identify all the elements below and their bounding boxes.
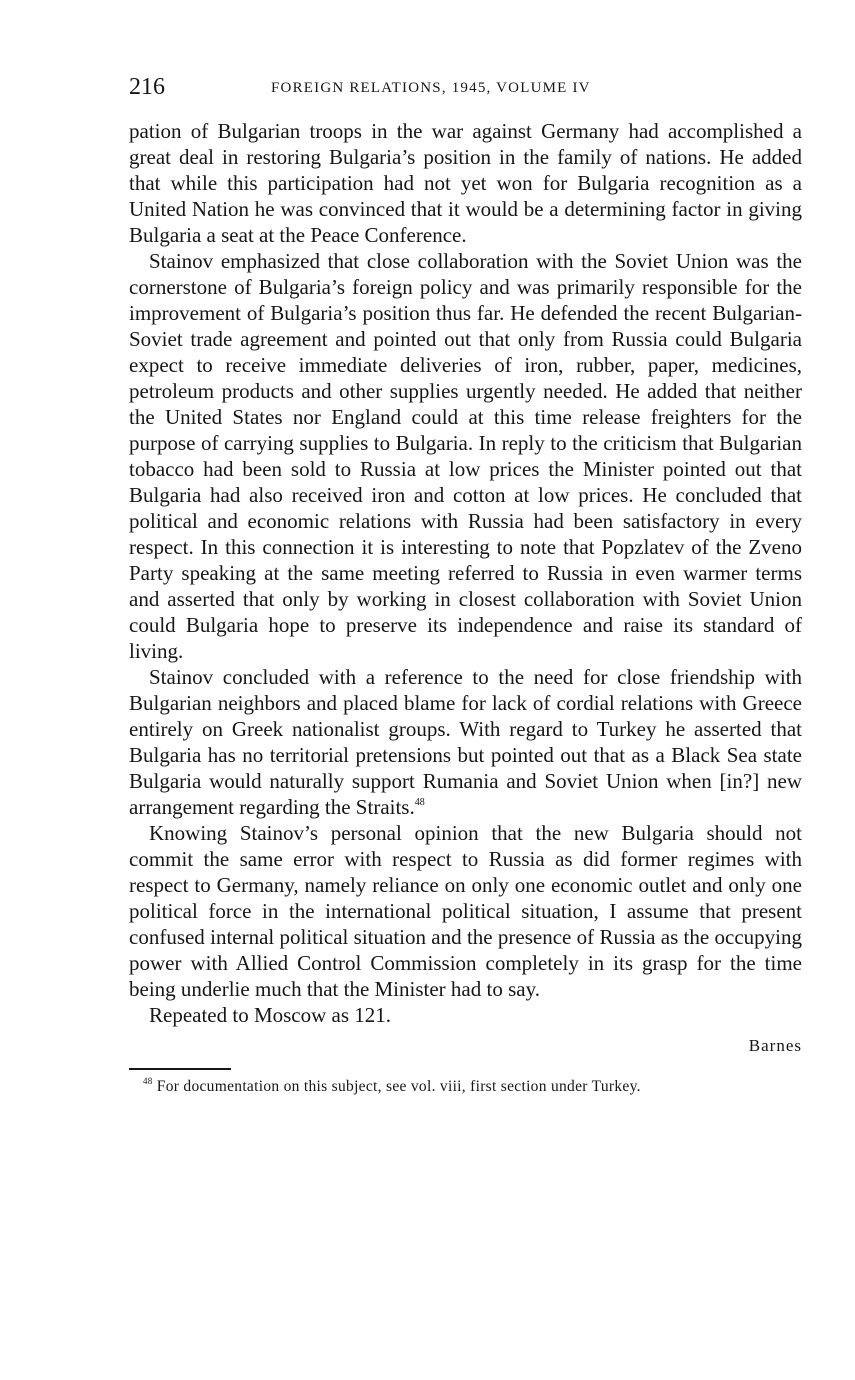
document-page [129, 72, 802, 1098]
paragraph-repeated: Repeated to Moscow as 121. [149, 1003, 392, 1027]
footnote-marker: 48 [143, 1076, 153, 1086]
footnote-reference[interactable]: 48 [414, 797, 425, 808]
running-title: FOREIGN RELATIONS, 1945, VOLUME IV [271, 80, 591, 96]
footnote [129, 1076, 802, 1098]
paragraph-soviet-collaboration: Stainov emphasized that close collaboration with the Soviet Union was the cornerstone of Bulgaria’s foreign policy and was primarily responsible for the improvement of Bulgaria’s position thus far. He defended the recent Bulgarian-Soviet trade agreement and pointed out that only from Russia could Bulgaria expect to receive immediate deliveries of iron, rubber, paper, medicines, petroleum products and other supplies urgently needed. He added that neither the United States nor England could at this time release freighters for the purpose of carrying supplies to Bulgaria. In reply to the criticism that Bulgarian tobacco had been sold to Russia at low prices the Minister pointed out that Bulgaria had also received iron and cotton at low prices. He concluded that political and economic relations with Russia had been satisfactory in every respect. In this connection it is interesting to note that Popzlatev of the Zveno Party speaking at the same meeting referred to Russia in even warmer terms and asserted that only by working in closest collaboration with Soviet Union could Bulgaria hope to preserve its independence and raise its standard of living. [129, 249, 802, 663]
signature: Barnes [748, 1036, 802, 1055]
footnote-divider [129, 1068, 231, 1070]
body-text [129, 118, 802, 1028]
paragraph-neighbors-text: Stainov concluded with a reference to the need for close friendship with Bulgarian neighbors and placed blame for lack of cordial relations with Greece entirely on Greek nationalist groups. With regard to Turkey he asserted that Bulgaria has no territorial pretensions but pointed out that as a Black Sea state Bulgaria would naturally support Rumania and Soviet Union when [in?] new arrangement regarding the Straits. [129, 665, 802, 819]
page-number: 216 [129, 74, 165, 100]
running-head [129, 72, 802, 106]
paragraph-continuation: pation of Bulgarian troops in the war against Germany had accomplished a great deal in restoring Bulgaria’s position in the family of nations. He added that while this participation had not yet won for Bulgaria recognition as a United Nation he was convinced that it would be a determining factor in giving Bulgaria a seat at the Peace Conference. [129, 119, 802, 247]
footnote-text: For documentation on this subject, see vol. viii, first section under Turkey. [156, 1078, 641, 1095]
paragraph-neighbors [129, 664, 802, 820]
paragraph-personal-opinion: Knowing Stainov’s personal opinion that the new Bulgaria should not commit the same error with respect to Russia as did former regimes with respect to Germany, namely reliance on only one economic outlet and only one political force in the international political situation, I assume that present confused internal political situation and the presence of Russia as the occupying power with Allied Control Commission completely in its grasp for the time being underlie much that the Minister had to say. [129, 821, 802, 1001]
